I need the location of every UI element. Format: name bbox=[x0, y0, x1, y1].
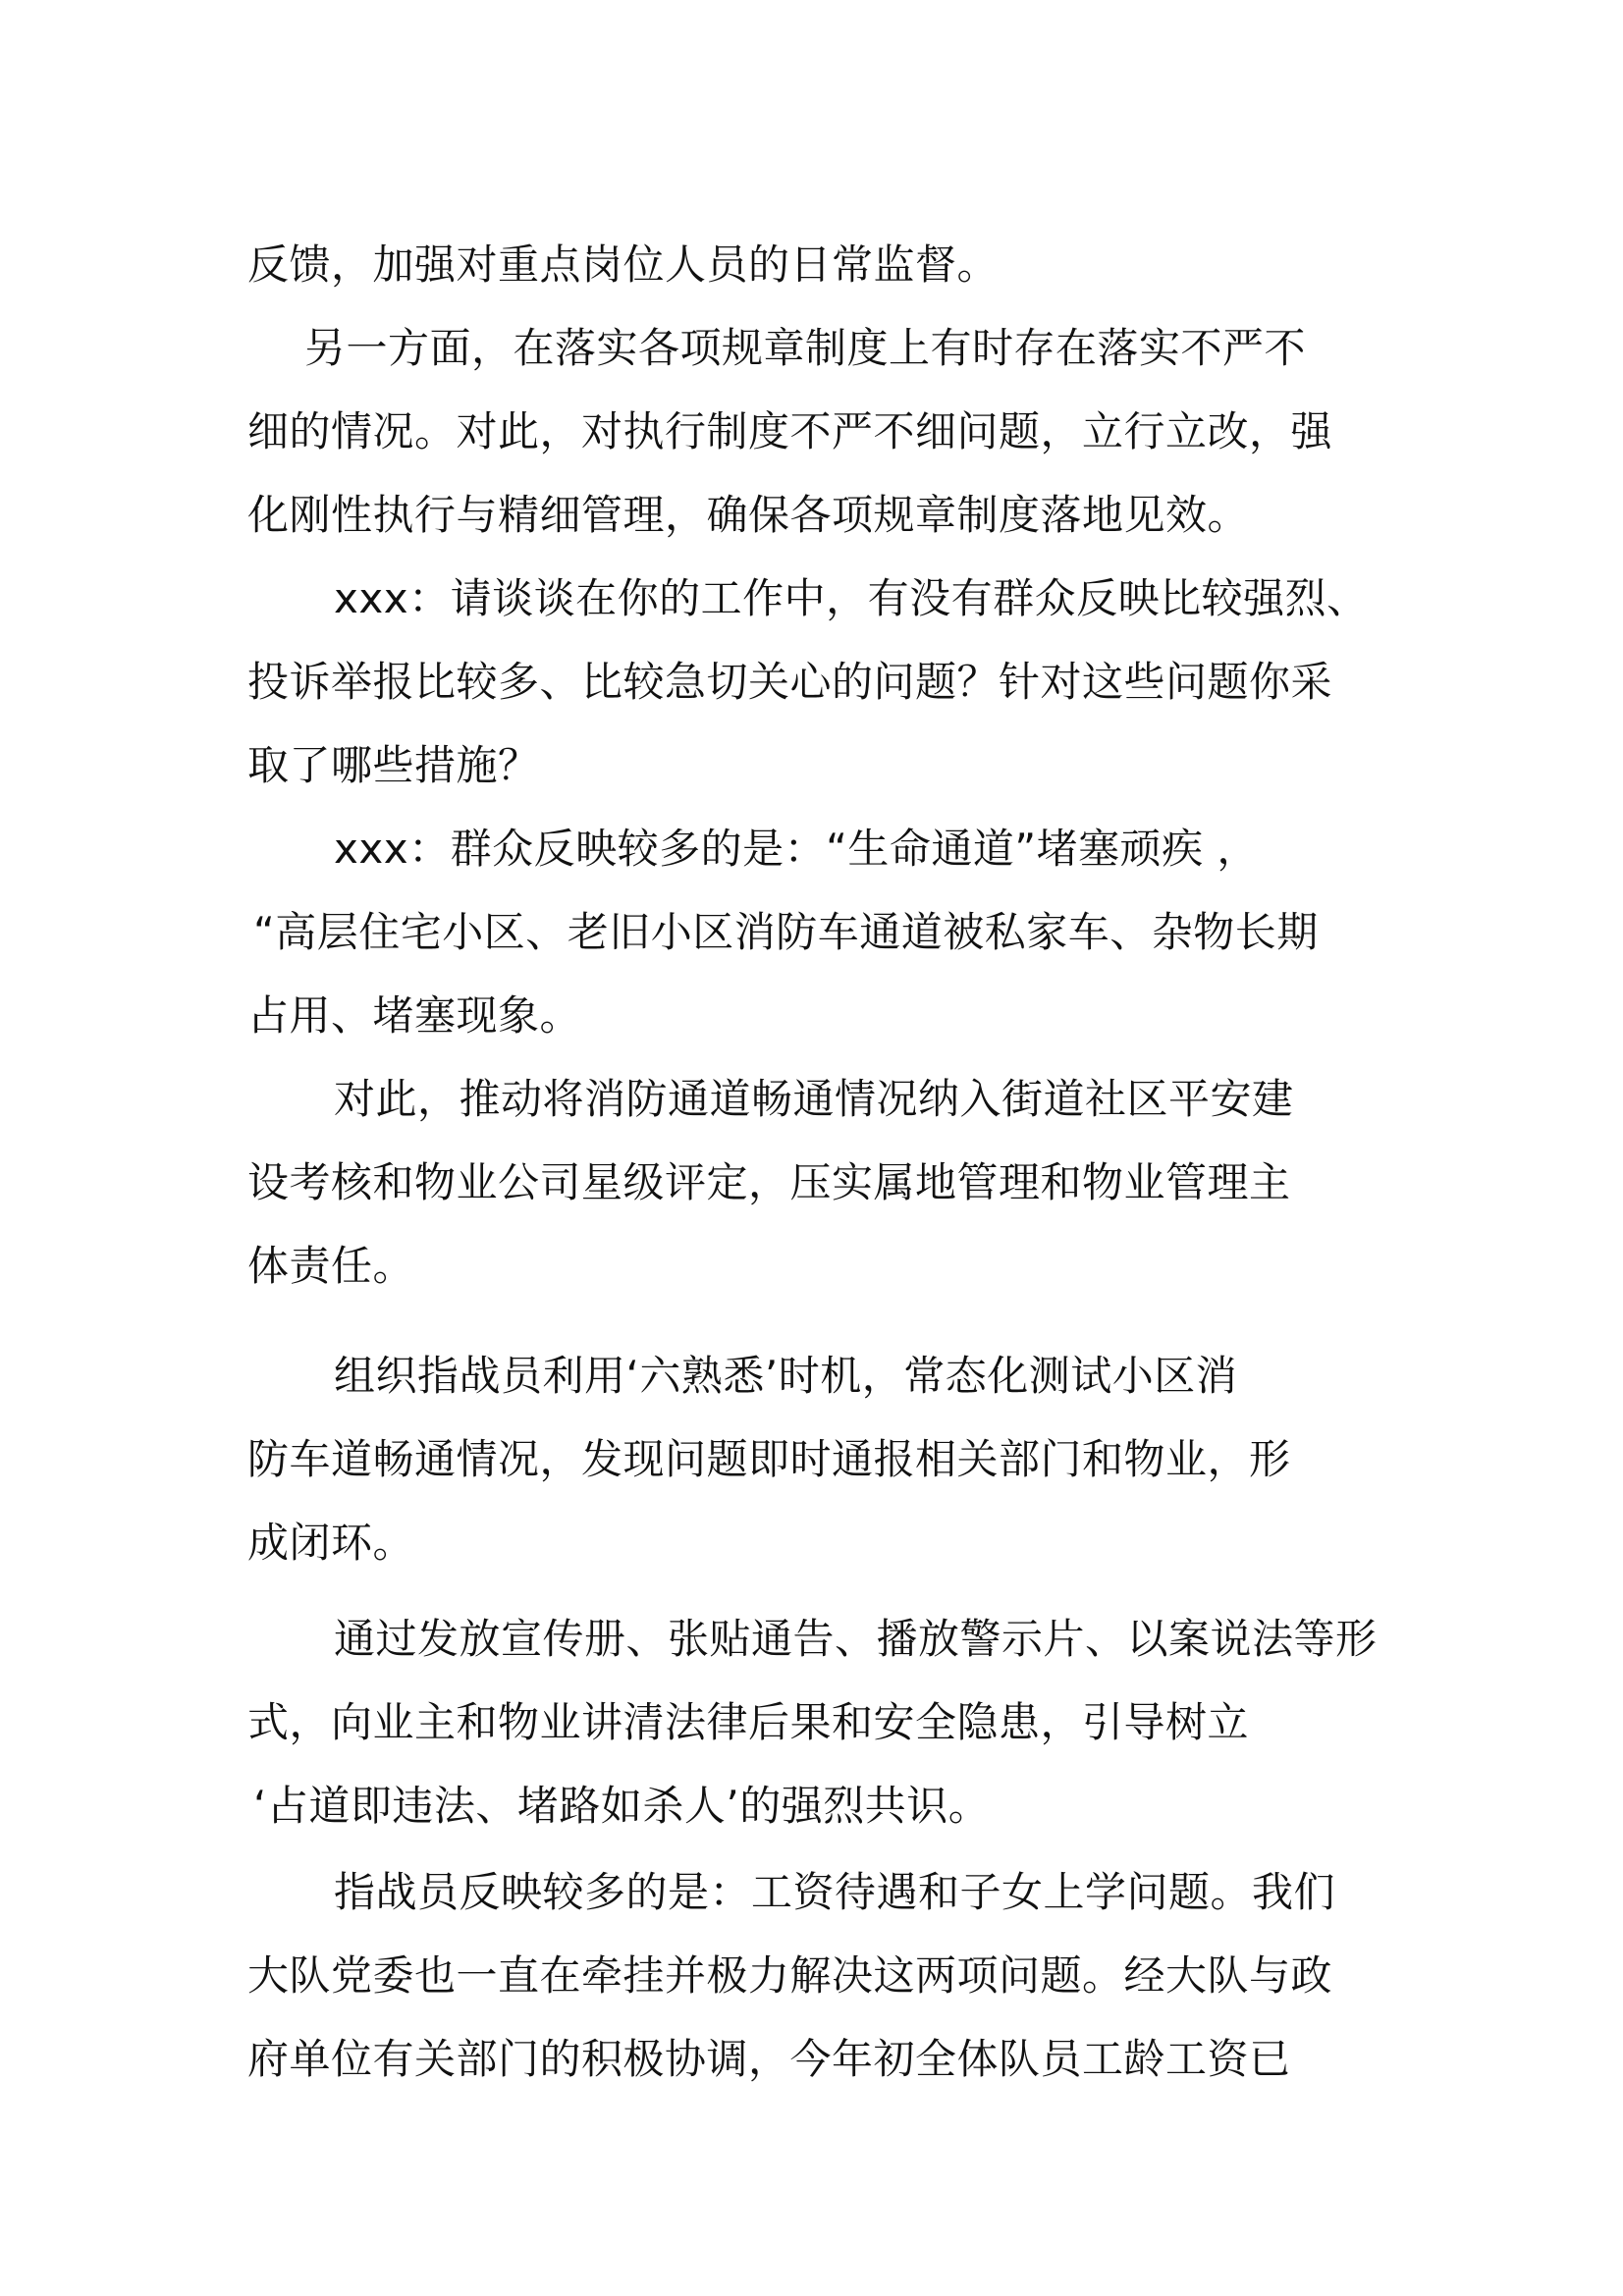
text-line: ‘占道即违法、堵路如杀人’的强烈共识。 bbox=[253, 1782, 991, 1830]
text-line: 防车道畅通情况，发现问题即时通报相关部门和物业，形 bbox=[247, 1435, 1291, 1483]
text-line: xxx：群众反映较多的是：“生命通道”堵塞顽疾 ， bbox=[334, 825, 1259, 873]
text-line: 取了哪些措施？ bbox=[247, 741, 540, 789]
text-line: 对此，推动将消防通道畅通情况纳入街道社区平安建 bbox=[334, 1075, 1294, 1123]
text-line: 府单位有关部门的积极协调，今年初全体队员工龄工资已 bbox=[247, 2035, 1291, 2083]
text-line: 反馈，加强对重点岗位人员的日常监督。 bbox=[247, 240, 1000, 289]
text-line: 指战员反映较多的是：工资待遇和子女上学问题。我们 bbox=[334, 1868, 1336, 1916]
text-line: “高层住宅小区、老旧小区消防车通道被私家车、杂物长期 bbox=[253, 908, 1319, 956]
text-line: 投诉举报比较多、比较急切关心的问题？针对这些问题你采 bbox=[247, 658, 1333, 706]
text-line: xxx：请谈谈在你的工作中，有没有群众反映比较强烈、 bbox=[334, 574, 1369, 622]
text-line: 设考核和物业公司星级评定，压实属地管理和物业管理主 bbox=[247, 1158, 1291, 1206]
text-line: 化刚性执行与精细管理，确保各项规章制度落地见效。 bbox=[247, 491, 1250, 539]
text-line: 成闭环。 bbox=[247, 1519, 415, 1567]
text-line: 通过发放宣传册、张贴通告、播放警示片、以案说法等形 bbox=[334, 1615, 1378, 1663]
text-line: 细的情况。对此，对执行制度不严不细问题，立行立改，强 bbox=[247, 407, 1333, 455]
text-line: 组织指战员利用‘六熟悉’时机，常态化测试小区消 bbox=[334, 1352, 1238, 1400]
text-line: 占用、堵塞现象。 bbox=[247, 991, 582, 1040]
text-line: 大队党委也一直在牵挂并极力解决这两项问题。经大队与政 bbox=[247, 1951, 1333, 2000]
text-line: 体责任。 bbox=[247, 1242, 415, 1290]
text-line: 式，向业主和物业讲清法律后果和安全隐患，引导树立 bbox=[247, 1698, 1250, 1746]
text-line: 另一方面，在落实各项规章制度上有时存在落实不严不 bbox=[304, 324, 1307, 372]
